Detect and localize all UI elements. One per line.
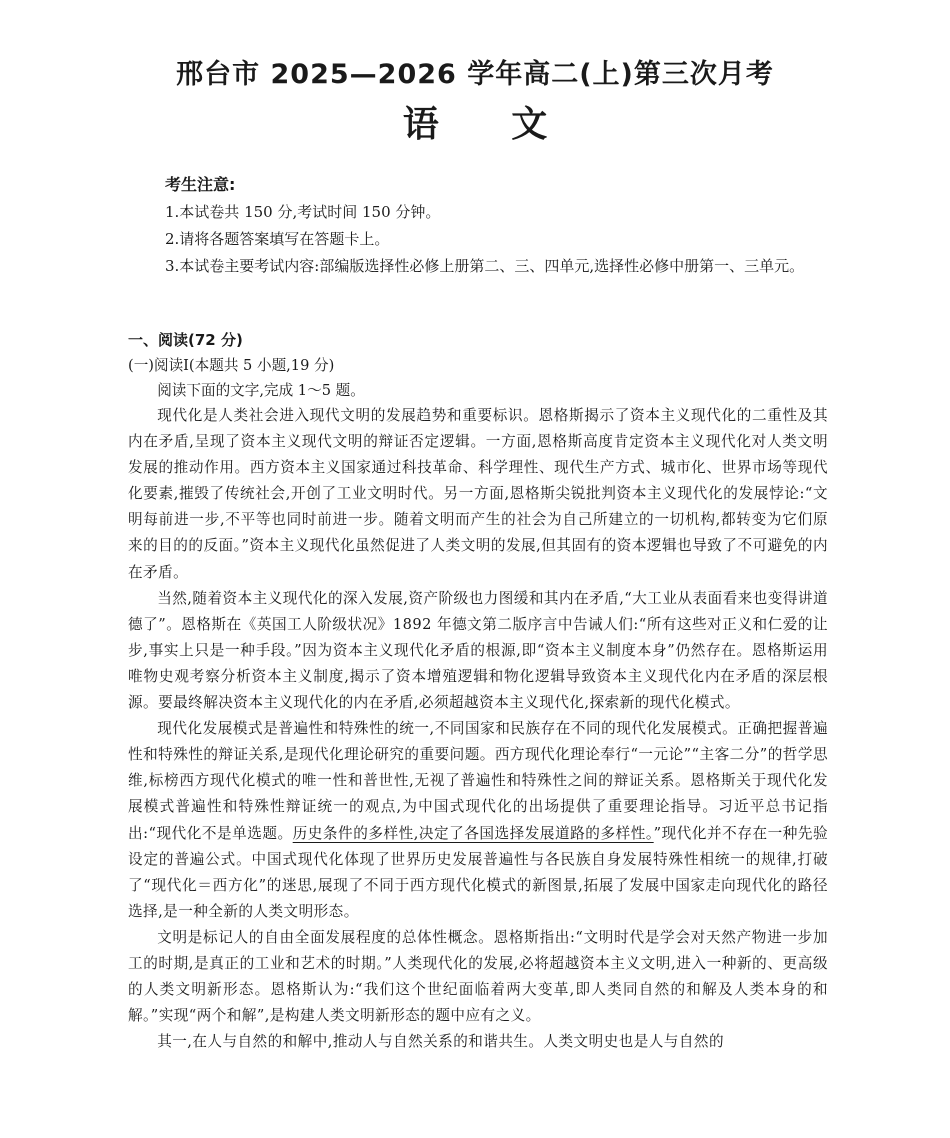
underlined-quote: 历史条件的多样性,决定了各国选择发展道路的多样性。 [292,824,654,842]
paragraph-3-text-b: ”现代化并不存在一种先验设定的普遍公式。中国式现代化体现了世界历史发展普遍性与各民族自身发展特殊性相统一的规律,打破了“现代化＝西方化”的迷思,展现了不同于西方现代化模式的新图景,拓展了发展中国家走向现代化的路径选择,是一种全新的人类文明形态。 [128,824,829,920]
subject-title: 语 文 [402,104,548,145]
passage-paragraph-1: 现代化是人类社会进入现代文明的发展趋势和重要标识。恩格斯揭示了资本主义现代化的二重性及其内在矛盾,呈现了资本主义现代文明的辩证否定逻辑。一方面,恩格斯高度肯定资本主义现代化对人类文明发展的推动作用。西方资本主义国家通过科技革命、科学理性、现代生产方式、城市化、世界市场等现代化要素,摧毁了传统社会,开创了工业文明时代。另一方面,恩格斯尖锐批判资本主义现代化的发展悖论:“文明每前进一步,不平等也同时前进一步。随着文明而产生的社会为自己所建立的一切机构,都转变为它们原来的目的的反面。”资本主义现代化虽然促进了人类文明的发展,但其固有的资本逻辑也导致了不可避免的内在矛盾。 [128,407,828,581]
passage-paragraph-2: 当然,随着资本主义现代化的深入发展,资产阶级也力图缓和其内在矛盾,“大工业从表面看来也变得讲道德了”。恩格斯在《英国工人阶级状况》1892 年德文第二版序言中告诫人们:“所有这些对正义和仁爱的让步,事实上只是一种手段。”因为资本主义现代化矛盾的根源,即“资本主义制度本身”仍然存在。恩格斯运用唯物史观考察分析资本主义制度,揭示了资本增殖逻辑和物化逻辑导致资本主义现代化内在矛盾的深层根源。要最终解决资本主义现代化的内在矛盾,必须超越资本主义现代化,探索新的现代化模式。 [128,589,828,712]
exam-title: 邢台市 2025—2026 学年高二(上)第三次月考 [176,59,774,90]
passage-paragraph-5: 其一,在人与自然的和解中,推动人与自然关系的和谐共生。人类文明史也是人与自然的 [157,1033,724,1051]
section-subtitle: (一)阅读Ⅰ(本题共 5 小题,19 分) [128,357,335,374]
notice-item: 2.请将各题答案填写在答题卡上。 [165,230,390,248]
section-title: 一、阅读(72 分) [128,331,243,349]
passage-paragraph-4: 文明是标记人的自由全面发展程度的总体性概念。恩格斯指出:“文明时代是学会对天然产物进一步加工的时期,是真正的工业和艺术的时期。”人类现代化的发展,必将超越资本主义文明,进入一种新的、更高级的人类文明新形态。恩格斯认为:“我们这个世纪面临着两大变革,即人类同自然的和解及人类本身的和解。”实现“两个和解”,是构建人类文明新形态的题中应有之义。 [128,928,828,1025]
section-instruction: 阅读下面的文字,完成 1～5 题。 [157,382,365,399]
reading-section [128,328,828,1055]
notice-item: 1.本试卷共 150 分,考试时间 150 分钟。 [165,203,441,221]
passage-paragraph-3 [128,716,828,925]
notice-title: 考生注意: [165,175,236,194]
notice-item: 3.本试卷主要考试内容:部编版选择性必修上册第二、三、四单元,选择性必修中册第一、三单元。 [165,257,805,275]
paragraph-3-text-a: 现代化发展模式是普遍性和特殊性的统一,不同国家和民族存在不同的现代化发展模式。正确把握普遍性和特殊性的辩证关系,是现代化理论研究的重要问题。西方现代化理论奉行“一元论”“主客二分”的哲学思维,标榜西方现代化模式的唯一性和普世性,无视了普遍性和特殊性之间的辩证关系。恩格斯关于现代化发展模式普遍性和特殊性辩证统一的观点,为中国式现代化的出场提供了重要理论指导。习近平总书记指出:“现代化不是单选题。 [128,720,828,842]
candidate-notice [165,172,825,280]
